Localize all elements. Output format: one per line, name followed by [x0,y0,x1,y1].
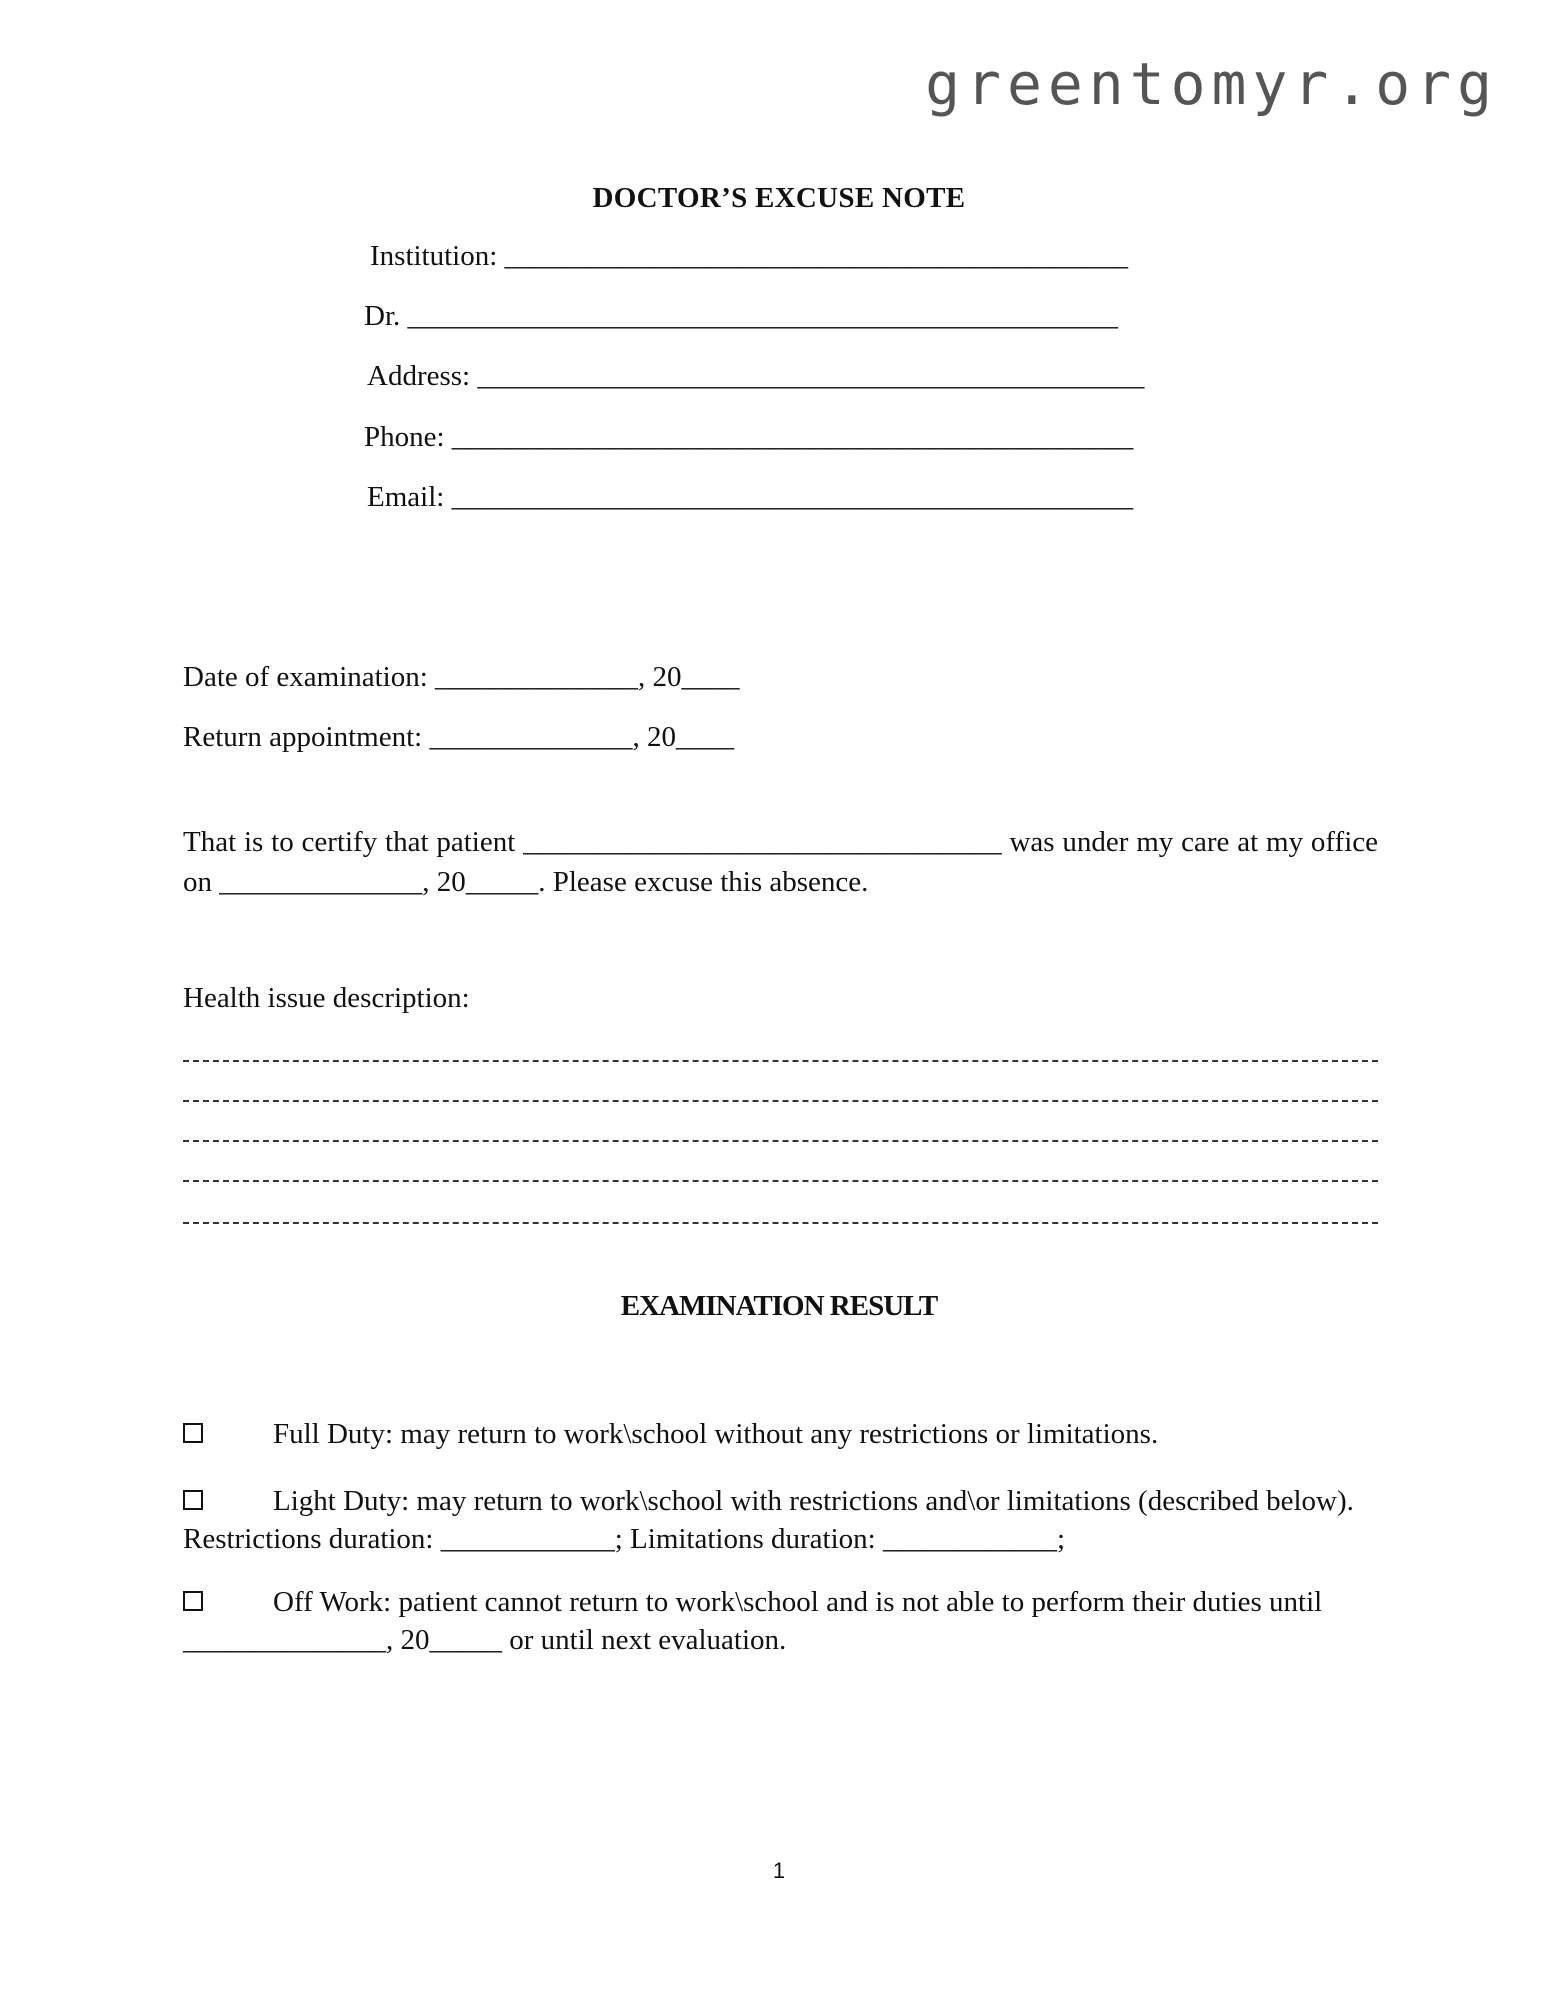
return-appointment-field[interactable]: Return appointment: ______________, 20____ [183,721,734,753]
description-line[interactable] [183,1140,1378,1142]
watermark: greentomyr.org [925,50,1498,118]
health-issue-label: Health issue description: [183,982,470,1014]
full-duty-option [183,1415,1378,1453]
description-line[interactable] [183,1180,1378,1182]
address-field[interactable]: Address: ______________________________________________ [367,360,1145,392]
examination-result-heading: EXAMINATION RESULT [620,1290,938,1322]
description-line[interactable] [183,1060,1378,1062]
email-field[interactable]: Email: _______________________________________________ [367,481,1134,513]
certification-paragraph: That is to certify that patient _________________________________ was under my care at my office on ______________, 20_____. Please excuse this absence. [183,826,1378,898]
phone-field[interactable]: Phone: _______________________________________________ [364,421,1134,453]
light-duty-option [183,1482,1378,1558]
full-duty-checkbox[interactable] [183,1423,203,1443]
document-title: DOCTOR’S EXCUSE NOTE [592,182,966,214]
light-duty-text: Light Duty: may return to work\school with restrictions and\or limitations (described below). Restrictions duration: ____________; Limitations duration: ____________; [183,1485,1354,1555]
light-duty-checkbox[interactable] [183,1490,203,1510]
description-line[interactable] [183,1100,1378,1102]
doctor-field[interactable]: Dr. _________________________________________________ [364,300,1118,332]
examination-date-field[interactable]: Date of examination: ______________, 20____ [183,661,740,693]
off-work-checkbox[interactable] [183,1591,203,1611]
page-number: 1 [772,1858,786,1883]
institution-field[interactable]: Institution: ___________________________________________ [370,240,1129,272]
full-duty-text: Full Duty: may return to work\school without any restrictions or limitations. [273,1418,1159,1450]
description-line[interactable] [183,1222,1378,1224]
off-work-text: Off Work: patient cannot return to work\school and is not able to perform their duties until ______________, 20_____ or until next evaluation. [183,1586,1323,1656]
off-work-option [183,1583,1378,1659]
